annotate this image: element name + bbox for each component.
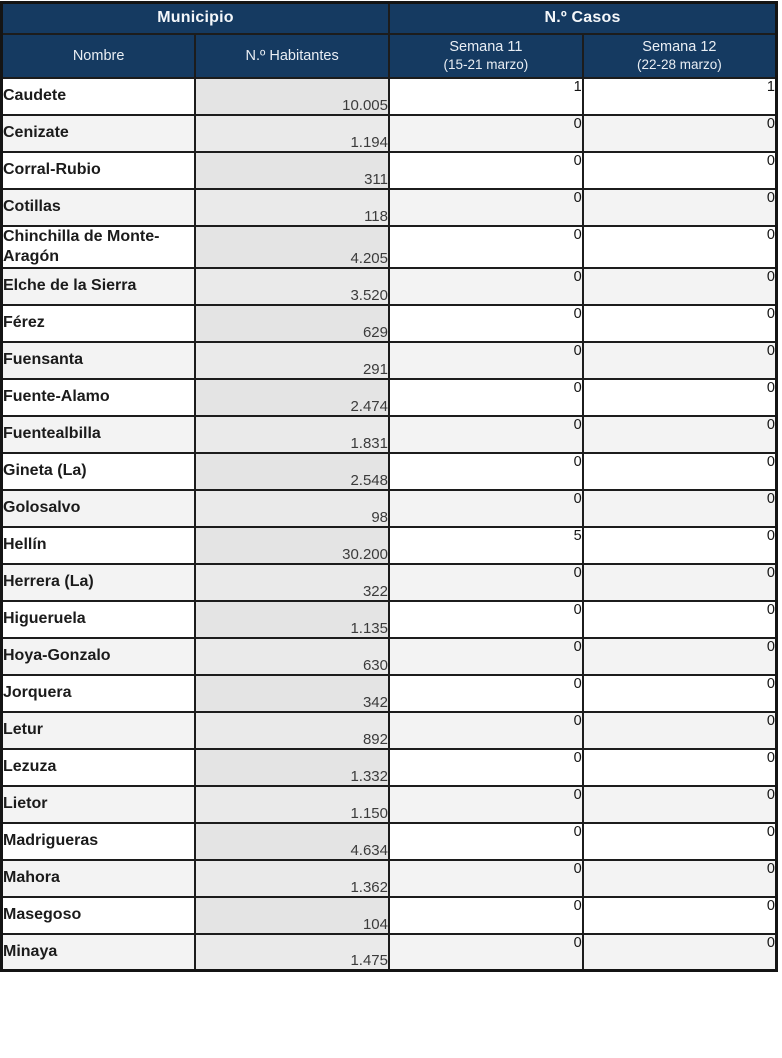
table-row <box>2 860 777 897</box>
cell-habitantes: 1.194 <box>195 115 389 152</box>
cell-name: Cotillas <box>2 189 196 226</box>
cell-habitantes: 630 <box>195 638 389 675</box>
cell-semana12: 0 <box>583 527 777 564</box>
cell-name: Corral-Rubio <box>2 152 196 189</box>
table-row <box>2 152 777 189</box>
cell-habitantes: 1.831 <box>195 416 389 453</box>
table-row <box>2 712 777 749</box>
cell-semana11: 0 <box>389 305 583 342</box>
cell-name: Madrigueras <box>2 823 196 860</box>
cell-name: Gineta (La) <box>2 453 196 490</box>
table-row <box>2 189 777 226</box>
cell-habitantes: 1.475 <box>195 934 389 971</box>
cell-name: Letur <box>2 712 196 749</box>
column-header-semana-12 <box>583 34 777 78</box>
table-row <box>2 786 777 823</box>
table-row <box>2 601 777 638</box>
cell-habitantes: 1.135 <box>195 601 389 638</box>
cell-name: Higueruela <box>2 601 196 638</box>
cell-name: Jorquera <box>2 675 196 712</box>
cell-name: Masegoso <box>2 897 196 934</box>
table-row <box>2 115 777 152</box>
table-row <box>2 453 777 490</box>
cell-semana11: 0 <box>389 189 583 226</box>
table-row <box>2 527 777 564</box>
cell-habitantes: 118 <box>195 189 389 226</box>
cell-habitantes: 1.150 <box>195 786 389 823</box>
cell-habitantes: 3.520 <box>195 268 389 305</box>
column-header-sublabel: (15-21 marzo) <box>443 57 529 72</box>
cell-habitantes: 1.362 <box>195 860 389 897</box>
cell-semana11: 0 <box>389 601 583 638</box>
table-row <box>2 226 777 268</box>
header-group-casos: N.º Casos <box>389 3 777 34</box>
table-row <box>2 823 777 860</box>
cell-semana12: 0 <box>583 749 777 786</box>
table-row <box>2 268 777 305</box>
column-header-habitantes <box>195 34 389 78</box>
cell-name: Lezuza <box>2 749 196 786</box>
table-row <box>2 305 777 342</box>
table-row <box>2 638 777 675</box>
cell-name: Caudete <box>2 78 196 115</box>
column-header-sublabel: (22-28 marzo) <box>636 57 722 72</box>
cell-semana12: 0 <box>583 379 777 416</box>
cell-semana12: 0 <box>583 638 777 675</box>
cell-name: Minaya <box>2 934 196 971</box>
cell-habitantes: 4.205 <box>195 226 389 268</box>
cell-semana12: 0 <box>583 416 777 453</box>
cell-habitantes: 30.200 <box>195 527 389 564</box>
cell-semana11: 0 <box>389 226 583 268</box>
table-body <box>2 78 777 971</box>
table-row <box>2 897 777 934</box>
table-row <box>2 749 777 786</box>
cell-habitantes: 2.474 <box>195 379 389 416</box>
column-header-label: Nombre <box>72 47 125 64</box>
table-row <box>2 675 777 712</box>
cell-semana12: 0 <box>583 564 777 601</box>
cell-semana11: 0 <box>389 675 583 712</box>
cell-habitantes: 311 <box>195 152 389 189</box>
cell-semana12: 0 <box>583 934 777 971</box>
table-row <box>2 379 777 416</box>
cell-semana11: 0 <box>389 490 583 527</box>
casos-por-municipio-table <box>0 1 778 972</box>
cell-semana12: 0 <box>583 786 777 823</box>
table-row <box>2 934 777 971</box>
table-header <box>2 3 777 78</box>
cell-habitantes: 322 <box>195 564 389 601</box>
cell-semana11: 0 <box>389 268 583 305</box>
cell-habitantes: 342 <box>195 675 389 712</box>
cell-name: Hellín <box>2 527 196 564</box>
table-row <box>2 564 777 601</box>
cell-habitantes: 1.332 <box>195 749 389 786</box>
table-row <box>2 342 777 379</box>
cell-name: Cenizate <box>2 115 196 152</box>
cell-semana12: 0 <box>583 601 777 638</box>
cell-semana11: 0 <box>389 152 583 189</box>
cell-semana12: 0 <box>583 115 777 152</box>
cell-semana11: 0 <box>389 934 583 971</box>
column-header-label: Semana 11 <box>449 39 523 55</box>
table-row <box>2 416 777 453</box>
cell-semana11: 5 <box>389 527 583 564</box>
column-header-semana-11 <box>389 34 583 78</box>
cell-habitantes: 4.634 <box>195 823 389 860</box>
cell-semana12: 0 <box>583 342 777 379</box>
cell-semana12: 0 <box>583 189 777 226</box>
cell-semana11: 0 <box>389 342 583 379</box>
column-header-label: Semana 12 <box>642 39 717 55</box>
header-group-row <box>2 3 777 34</box>
cell-semana11: 0 <box>389 823 583 860</box>
cell-habitantes: 291 <box>195 342 389 379</box>
table-row <box>2 490 777 527</box>
cell-name: Hoya-Gonzalo <box>2 638 196 675</box>
cell-semana12: 0 <box>583 823 777 860</box>
cell-habitantes: 2.548 <box>195 453 389 490</box>
cell-semana11: 0 <box>389 712 583 749</box>
cell-semana12: 0 <box>583 897 777 934</box>
cell-name: Fuensanta <box>2 342 196 379</box>
cell-semana11: 0 <box>389 564 583 601</box>
cell-habitantes: 98 <box>195 490 389 527</box>
cell-habitantes: 892 <box>195 712 389 749</box>
cell-semana11: 1 <box>389 78 583 115</box>
cell-habitantes: 104 <box>195 897 389 934</box>
cell-semana11: 0 <box>389 749 583 786</box>
header-group-municipio: Municipio <box>2 3 390 34</box>
cell-semana11: 0 <box>389 115 583 152</box>
cell-semana12: 0 <box>583 490 777 527</box>
cell-semana12: 0 <box>583 268 777 305</box>
cell-semana11: 0 <box>389 638 583 675</box>
table-row <box>2 78 777 115</box>
cell-semana11: 0 <box>389 416 583 453</box>
cell-semana12: 0 <box>583 305 777 342</box>
cell-name: Fuente-Alamo <box>2 379 196 416</box>
column-header-label: N.º Habitantes <box>245 47 339 64</box>
cell-semana12: 0 <box>583 675 777 712</box>
column-header-nombre <box>2 34 196 78</box>
cell-semana12: 0 <box>583 226 777 268</box>
cell-semana12: 0 <box>583 712 777 749</box>
cell-name: Férez <box>2 305 196 342</box>
cell-name: Lietor <box>2 786 196 823</box>
cell-semana11: 0 <box>389 379 583 416</box>
cell-name: Fuentealbilla <box>2 416 196 453</box>
cell-name: Mahora <box>2 860 196 897</box>
cell-name: Golosalvo <box>2 490 196 527</box>
cell-semana11: 0 <box>389 860 583 897</box>
cell-semana11: 0 <box>389 453 583 490</box>
cell-name: Herrera (La) <box>2 564 196 601</box>
cell-semana12: 0 <box>583 152 777 189</box>
cell-semana11: 0 <box>389 786 583 823</box>
header-columns-row <box>2 34 777 78</box>
cell-name: Elche de la Sierra <box>2 268 196 305</box>
cell-name: Chinchilla de Monte-Aragón <box>2 226 196 268</box>
cell-semana11: 0 <box>389 897 583 934</box>
cell-semana12: 1 <box>583 78 777 115</box>
cell-semana12: 0 <box>583 453 777 490</box>
cell-habitantes: 10.005 <box>195 78 389 115</box>
cell-semana12: 0 <box>583 860 777 897</box>
cell-habitantes: 629 <box>195 305 389 342</box>
